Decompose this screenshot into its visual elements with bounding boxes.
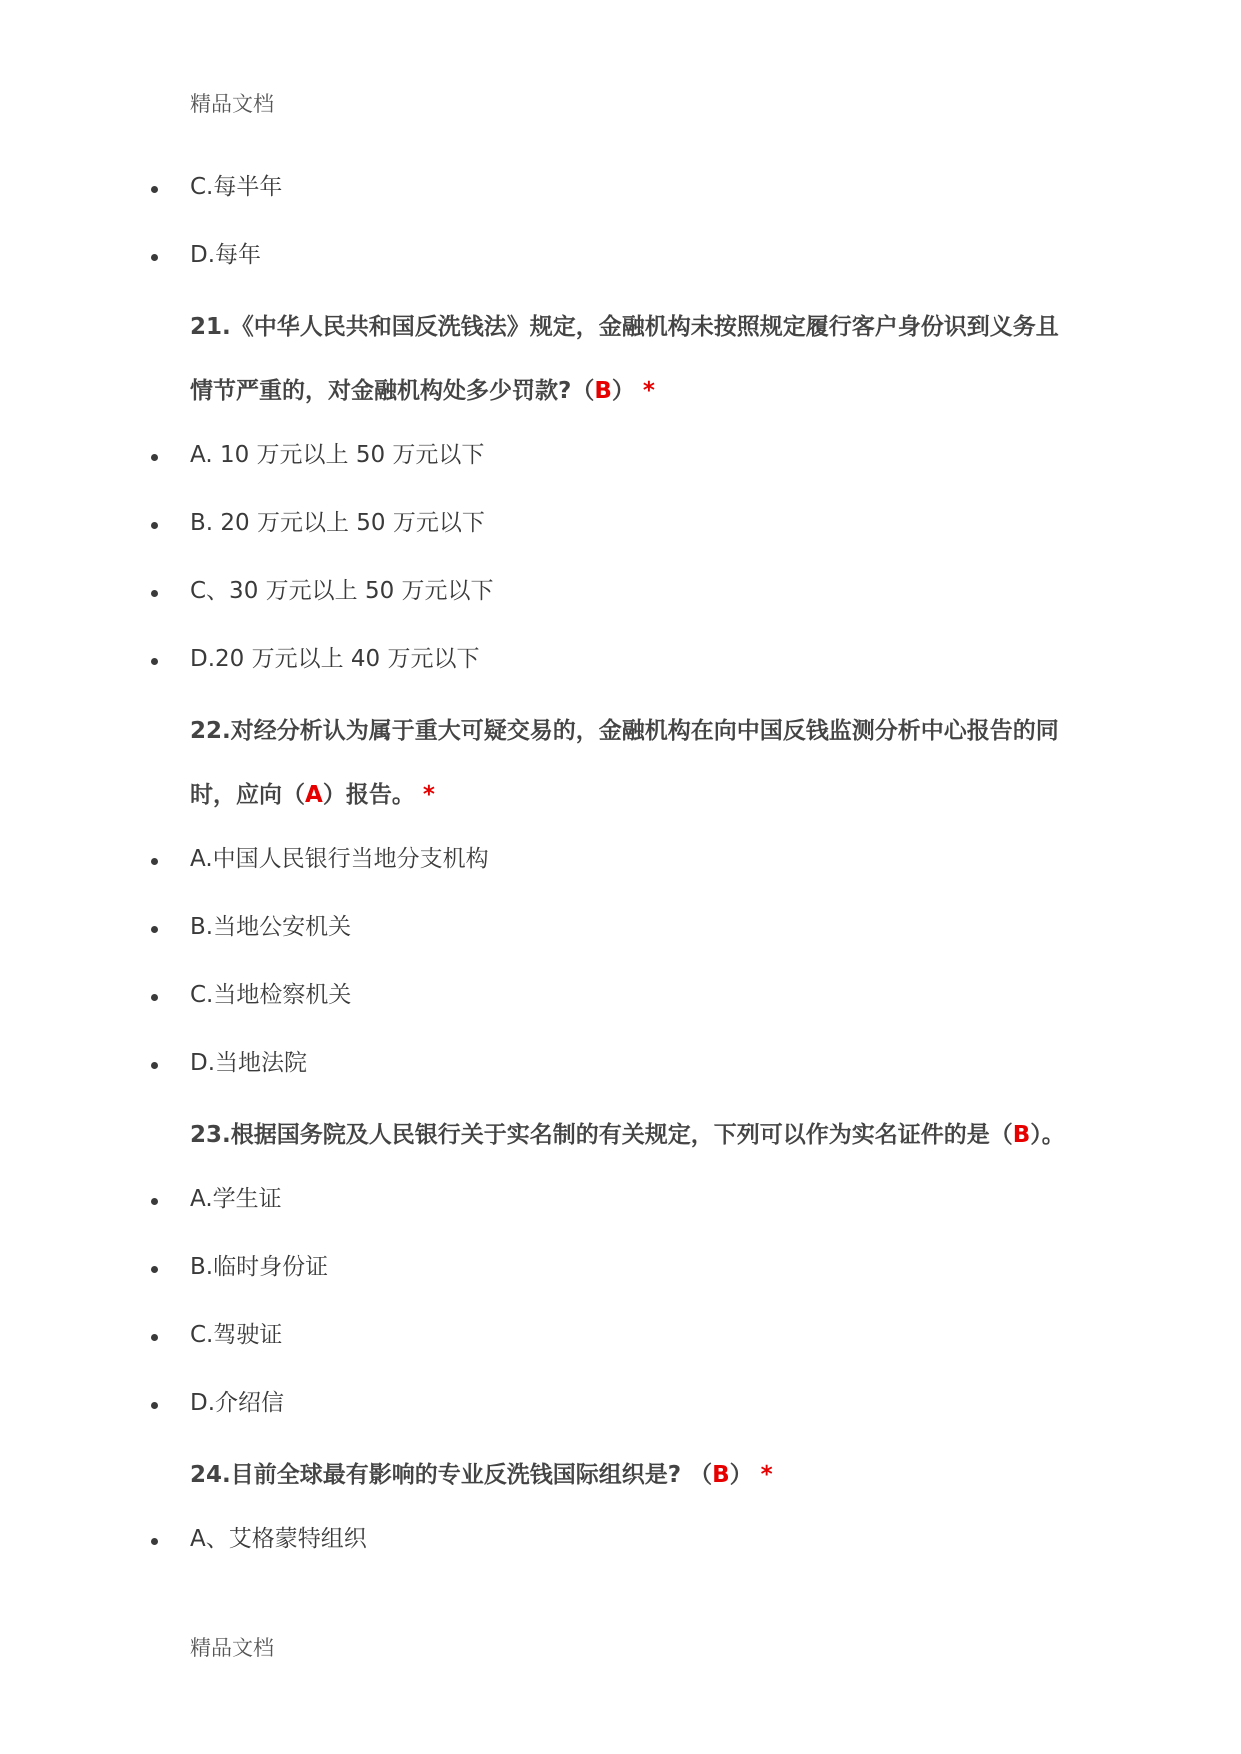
option-text: D.介绍信 xyxy=(190,1390,285,1416)
list-item xyxy=(0,1509,1241,1577)
bullet-icon xyxy=(151,926,158,933)
option-text: C、30 万元以上 50 万元以下 xyxy=(190,578,494,604)
option-text: B.临时身份证 xyxy=(190,1254,329,1280)
list-item xyxy=(0,425,1241,493)
option-text: D.当地法院 xyxy=(190,1050,308,1076)
bullet-icon xyxy=(151,658,158,665)
option-text: A.学生证 xyxy=(190,1186,282,1212)
option-text: B.当地公安机关 xyxy=(190,914,352,940)
list-item xyxy=(0,157,1241,225)
option-text: A.中国人民银行当地分支机构 xyxy=(190,846,489,872)
bullet-icon xyxy=(151,186,158,193)
bullet-icon xyxy=(151,858,158,865)
option-text: C.每半年 xyxy=(190,174,283,200)
question-stem: 22.对经分析认为属于重大可疑交易的，金融机构在向中国反钱监测分析中心报告的同时，应向（ xyxy=(190,718,1059,808)
question-text xyxy=(190,1441,1070,1509)
list-item xyxy=(0,1169,1241,1237)
question-suffix: ）。 xyxy=(1030,1122,1065,1148)
list-item xyxy=(0,1033,1241,1101)
list-item xyxy=(0,897,1241,965)
list-item xyxy=(0,493,1241,561)
list-item xyxy=(0,225,1241,293)
list-item xyxy=(0,561,1241,629)
question-text xyxy=(190,697,1070,829)
list-item xyxy=(0,1237,1241,1305)
bullet-icon xyxy=(151,590,158,597)
bullet-icon xyxy=(151,1538,158,1545)
bullet-icon xyxy=(151,1198,158,1205)
required-marker: * xyxy=(422,782,435,808)
option-text: D.20 万元以上 40 万元以下 xyxy=(190,646,480,672)
list-item xyxy=(0,829,1241,897)
option-text: A. 10 万元以上 50 万元以下 xyxy=(190,442,485,468)
question-stem: 21.《中华人民共和国反洗钱法》规定，金融机构未按照规定履行客户身份识到义务且情节严重的，对金融机构处多少罚款?（ xyxy=(190,314,1059,404)
option-text: B. 20 万元以上 50 万元以下 xyxy=(190,510,485,536)
answer-letter: B xyxy=(594,378,612,404)
required-marker: * xyxy=(642,378,655,404)
bullet-icon xyxy=(151,454,158,461)
question-suffix: ） xyxy=(611,378,635,404)
list-item xyxy=(0,1305,1241,1373)
page-footer: 精品文档 xyxy=(190,1636,274,1660)
quiz-content xyxy=(0,157,1241,1577)
question-stem: 24.目前全球最有影响的专业反洗钱国际组织是? （ xyxy=(190,1462,713,1488)
question-suffix: ） xyxy=(729,1462,753,1488)
question-text xyxy=(190,293,1070,425)
option-text: C.当地检察机关 xyxy=(190,982,352,1008)
required-marker: * xyxy=(760,1462,773,1488)
bullet-icon xyxy=(151,1402,158,1409)
question-text xyxy=(190,1101,1070,1169)
answer-letter: B xyxy=(712,1462,730,1488)
bullet-icon xyxy=(151,1334,158,1341)
question-suffix: ）报告。 xyxy=(322,782,415,808)
bullet-icon xyxy=(151,994,158,1001)
answer-letter: B xyxy=(1012,1122,1031,1148)
option-text: D.每年 xyxy=(190,242,262,268)
bullet-icon xyxy=(151,522,158,529)
bullet-icon xyxy=(151,1266,158,1273)
bullet-icon xyxy=(151,1062,158,1069)
bullet-icon xyxy=(151,254,158,261)
page-header: 精品文档 xyxy=(190,92,274,116)
answer-letter: A xyxy=(305,782,323,808)
option-text: A、艾格蒙特组织 xyxy=(190,1526,367,1552)
list-item xyxy=(0,629,1241,697)
option-text: C.驾驶证 xyxy=(190,1322,283,1348)
list-item xyxy=(0,965,1241,1033)
list-item xyxy=(0,1373,1241,1441)
question-stem: 23.根据国务院及人民银行关于实名制的有关规定，下列可以作为实名证件的是（ xyxy=(190,1122,1013,1148)
